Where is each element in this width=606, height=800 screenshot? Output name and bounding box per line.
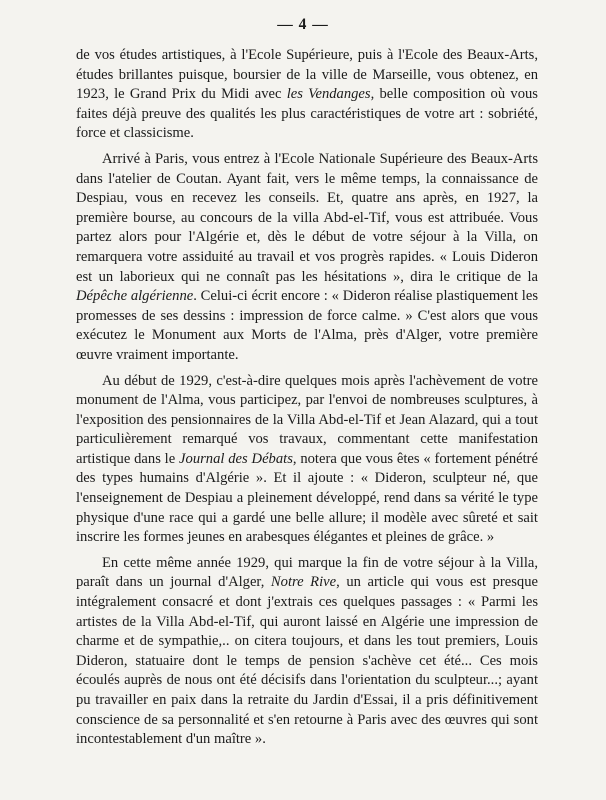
- italic-title: les Vendanges: [286, 86, 371, 103]
- paragraph: [76, 150, 538, 366]
- italic-title: Dépêche algérienne: [76, 288, 194, 305]
- text-run: . Celui-ci écrit encore : « Dideron réalise plastiquement les promesses de ses dessins : impression de force calme. » C'est alors que vous exécutez le Monument aux Morts de l'Alma, près d'Alger, votre première œuvre vraiment importante.: [76, 288, 538, 363]
- italic-title: Notre Rive: [270, 574, 337, 591]
- paragraph: [76, 46, 538, 144]
- text-run: , un article qui vous est presque intégralement consacré et dont j'extrais ces quelques passages : « Parmi les artistes de la Villa Abd-el-Tif, qui auront laissé en Algérie une impression de charme et de sympathie,.. on citera toujours, et dans les tout premiers, Louis Dideron, statuaire dont le temps de pension s'achève cet été... Ces mois écoulés auprès de nous ont été décisifs dans l'orientation du sculpteur...; ayant pu travailler en paix dans la retraite du Jardin d'Essai, il a pris définitivement conscience de sa personnalité et s'en retourne à Paris avec des œuvres qui sont incontestablement d'un maître ».: [76, 574, 538, 748]
- paragraph: [76, 372, 538, 548]
- italic-title: Journal des Débats: [179, 450, 293, 467]
- page-number: — 4 —: [277, 16, 329, 33]
- text-run: de vos études artistiques, à l'Ecole Supérieure, puis à l'Ecole des Beaux-Arts, études brillantes puisque, boursier de la ville de Marseille, vous obtenez, en 1923, le Grand Prix du Midi avec: [76, 47, 538, 103]
- text-run: Au début de 1929, c'est-à-dire quelques mois après l'achèvement de votre monument de l'Alma, vous participez, par l'envoi de nombreuses sculptures, à l'exposition des pensionnaires de la Villa Abd-el-Tif et Jean Alazard, qui a tout particulièrement remarqué vos travaux, commentant cette manifestation artistique dans le: [76, 372, 538, 467]
- text-run: , belle composition où vous faites déjà preuve des qualités les plus caractéristiques de votre art : sobriété, force et classicisme.: [76, 86, 538, 142]
- text-run: , notera que vous êtes « fortement pénétré des types humains d'Algérie ». Et il ajoute : « Dideron, sculpteur né, que l'enseignement de Despiau a pleinement développé, rend dans sa vérité le type physique d'une race qui a gardé une belle allure; il modèle avec sûreté et sait inscrire les formes jeunes en arabesques élégantes et pleines de grâce. »: [76, 450, 538, 546]
- text-run: En cette même année 1929, qui marque la fin de votre séjour à la Villa, paraît dans un journal d'Alger,: [76, 554, 538, 591]
- text-run: Arrivé à Paris, vous entrez à l'Ecole Nationale Supérieure des Beaux-Arts dans l'atelier de Coutan. Ayant fait, vers le même temps, la connaissance de Despiau, vous en recevez les conseils. Et, quatre ans après, en 1927, la première bourse, au concours de la villa Abd-el-Tif, vous est attribuée. Vous partez alors pour l'Algérie et, dès le début de votre séjour à la Villa, on remarquera votre assiduité au travail et vos progrès rapides. « Louis Dideron est un laborieux qui ne connaît pas les hésitations », dira le critique de la: [76, 150, 538, 285]
- body-text: [76, 46, 538, 756]
- paragraph: [76, 554, 538, 750]
